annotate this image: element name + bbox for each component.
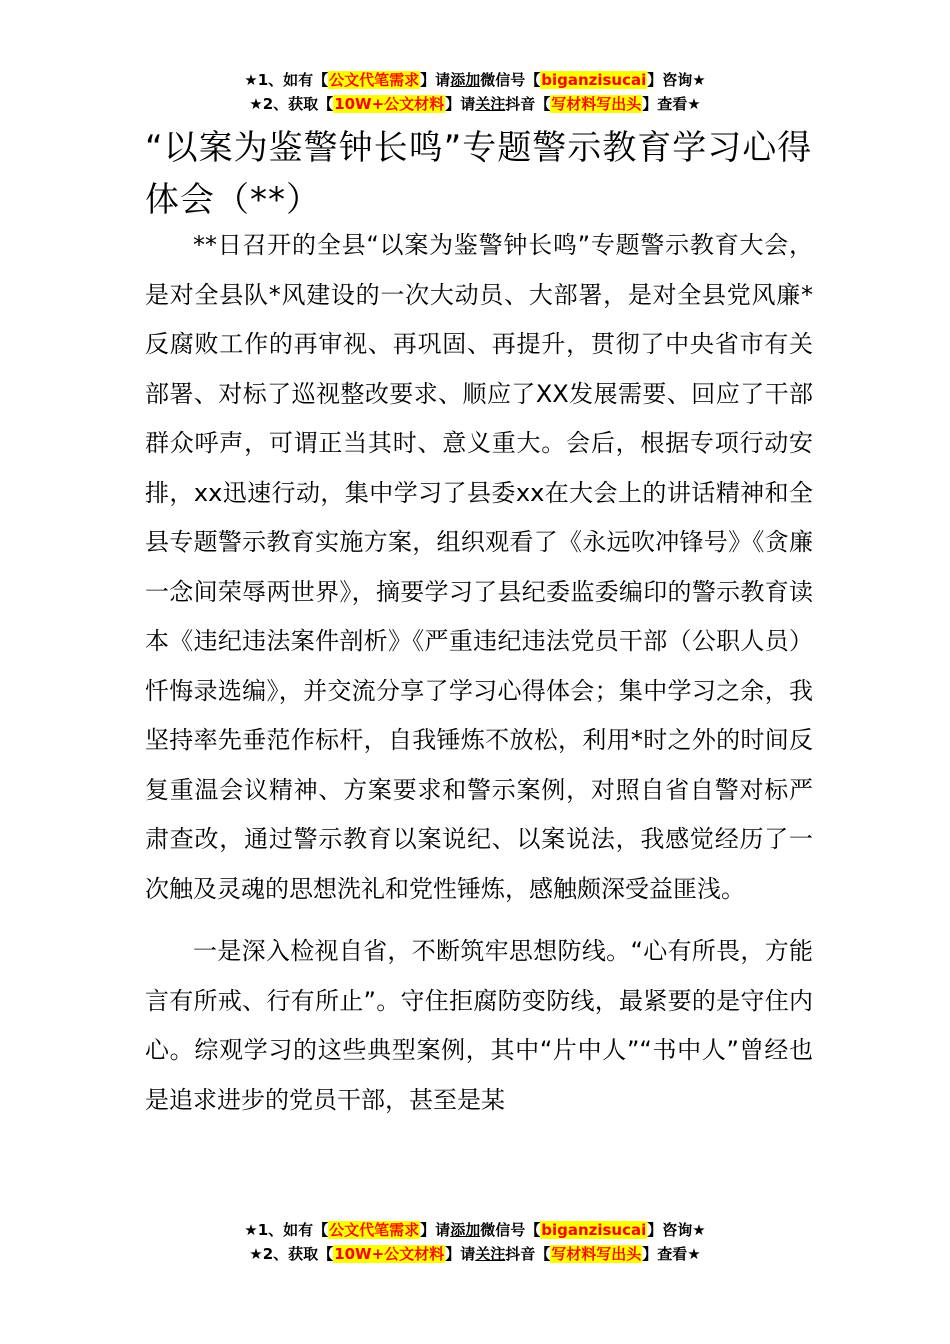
promo-highlight: 写材料写出头 (551, 1245, 642, 1263)
promo-highlight: 10W+公文材料 (334, 1245, 445, 1263)
promo-text: 】查看★ (642, 95, 701, 113)
promo-text: ★1、如有【 (244, 71, 329, 89)
promo-line-1 (0, 68, 950, 92)
promo-highlight: 写材料写出头 (551, 95, 642, 113)
promo-text: 】请 (445, 1245, 476, 1263)
promo-footer (0, 1218, 950, 1266)
promo-text: ★2、获取【 (249, 95, 334, 113)
promo-highlight: 公文代笔需求 (329, 71, 420, 89)
paragraph-lead: 一是深入检视自省，不断筑牢思想防线。 (193, 937, 631, 965)
promo-line-1 (0, 1218, 950, 1242)
promo-highlight: biganzisucai (541, 1221, 647, 1239)
document-body (145, 221, 813, 1125)
body-paragraph: **日召开的全县“以案为鉴警钟长鸣”专题警示教育大会，是对全县队*风建设的一次大动员、大部署，是对全县党风廉*反腐败工作的再审视、再巩固、再提升，贯彻了中央省市有关部署、对标了巡视整改要求、顺应了XX发展需要、回应了干部群众呼声，可谓正当其时、意义重大。会后，根据专项行动安排，xx迅速行动，集中学习了县委xx在大会上的讲话精神和全县专题警示教育实施方案，组织观看了《永远吹冲锋号》《贪廉一念间荣辱两世界》，摘要学习了县纪委监委编印的警示教育读本《违纪违法案件剖析》《严重违纪违法党员干部（公职人员）忏悔录选编》，并交流分享了学习心得体会；集中学习之余，我坚持率先垂范作标杆，自我锤炼不放松，利用*时之外的时间反复重温会议精神、方案要求和警示案例，对照自省自警对标严肃查改，通过警示教育以案说纪、以案说法，我感觉经历了一次触及灵魂的思想洗礼和党性锤炼，感触颇深受益匪浅。 (145, 231, 813, 903)
promo-text: 】请 (420, 1221, 451, 1239)
promo-text: 】请 (420, 71, 451, 89)
promo-highlight: biganzisucai (541, 71, 647, 89)
promo-underline: 关注 (475, 95, 506, 113)
promo-header (0, 68, 950, 116)
paragraph-body: “心有所畏，方能言有所戒、行有所止”。守住拒腐防变防线，最紧要的是守住内心。综观学习的这些典型案例，其中“片中人”“书中人”曾经也是追求进步的党员干部，甚至是某 (145, 937, 814, 1114)
promo-text: 抖音【 (505, 1245, 551, 1263)
promo-text: 微信号【 (480, 71, 541, 89)
promo-text: 微信号【 (480, 1221, 541, 1239)
document-title: “以案为鉴警钟长鸣”专题警示教育学习心得体会（**） (145, 128, 813, 220)
promo-line-2 (0, 92, 950, 116)
promo-text: 】请 (445, 95, 476, 113)
promo-text: 】查看★ (642, 1245, 701, 1263)
promo-text: 抖音【 (505, 95, 551, 113)
promo-line-2 (0, 1242, 950, 1266)
promo-underline: 添加 (450, 1221, 481, 1239)
promo-underline: 关注 (475, 1245, 506, 1263)
promo-text: ★1、如有【 (244, 1221, 329, 1239)
body-paragraph (145, 927, 813, 1125)
promo-text: ★2、获取【 (249, 1245, 334, 1263)
promo-underline: 添加 (450, 71, 481, 89)
promo-text: 】咨询★ (647, 1221, 706, 1239)
promo-highlight: 公文代笔需求 (329, 1221, 420, 1239)
promo-text: 】咨询★ (647, 71, 706, 89)
promo-highlight: 10W+公文材料 (334, 95, 445, 113)
